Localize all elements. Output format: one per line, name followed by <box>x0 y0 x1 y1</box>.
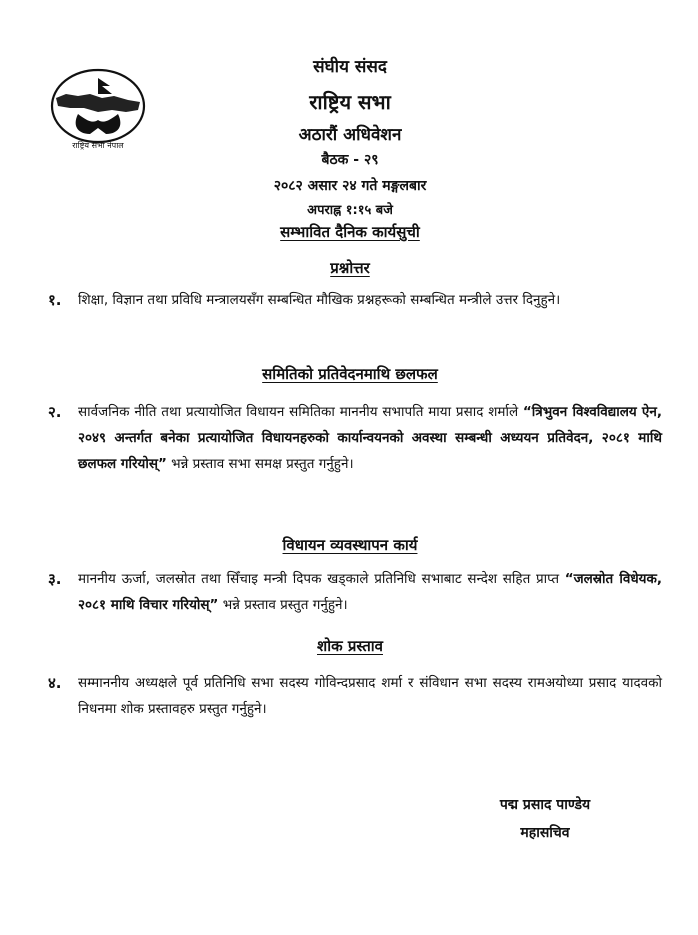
section-heading-legislation: विधायन व्यवस्थापन कार्य <box>282 536 418 554</box>
national-assembly-heading: राष्ट्रिय सभा <box>309 90 391 114</box>
emblem-caption: राष्ट्रिय सभा नेपाल <box>72 141 124 150</box>
item-text-proposal: “जलस्रोत विधेयक, २०८१ माथि विचार गरियोस्” <box>78 571 663 613</box>
item-text-proposal: “त्रिभुवन विश्वविद्यालय ऐन, २०४९ अन्तर्गत बनेका प्रत्यायोजित विधायनहरुको कार्यान्वयनको अवस्था सम्बन्धी अध्ययन प्रतिवेदन, २०८१ माथि छलफल गरियोस्” <box>78 404 662 472</box>
item-text: शिक्षा, विज्ञान तथा प्रविधि मन्त्रालयसँग सम्बन्धित मौखिक प्रश्नहरूको सम्बन्धित मन्त्रीले उत्तर दिनुहुने। <box>78 292 561 308</box>
signatory-title: महासचिव <box>520 825 570 841</box>
item-text: सम्माननीय अध्यक्षले पूर्व प्रतिनिधि सभा सदस्य गोविन्दप्रसाद शर्मा र संविधान सभा सदस्य रामअयोध्या प्रसाद यादवको निधनमा शोक प्रस्तावहरु प्रस्तुत गर्नुहुने। <box>78 675 662 717</box>
item-text <box>78 566 662 618</box>
item-text <box>78 399 662 477</box>
session-heading: अठारौं अधिवेशन <box>298 125 402 145</box>
item-text-tail: भन्ने प्रस्ताव सभा समक्ष प्रस्तुत गर्नुहुने। <box>166 456 354 472</box>
agenda-title: सम्भावित दैनिक कार्यसुची <box>280 223 420 241</box>
item-number: ३. <box>48 570 62 588</box>
agenda-item-1 <box>48 287 662 313</box>
meeting-date: २०८२ असार २४ गते मङ्गलबार <box>273 178 427 194</box>
item-text-tail: भन्ने प्रस्ताव प्रस्तुत गर्नुहुने। <box>218 597 348 613</box>
agenda-item-3 <box>48 566 662 618</box>
item-text-lead: माननीय ऊर्जा, जलस्रोत तथा सिँचाइ मन्त्री दिपक खड्काले प्रतिनिधि सभाबाट सन्देश सहित प्राप्त <box>78 571 565 587</box>
federal-parliament-heading: संघीय संसद <box>313 57 387 77</box>
meeting-number: बैठक - २९ <box>321 152 379 168</box>
meeting-time: अपराह्न १:१५ बजे <box>307 203 393 218</box>
agenda-item-2 <box>48 399 662 477</box>
section-heading-condolence: शोक प्रस्ताव <box>317 637 383 655</box>
section-heading-qa: प्रश्नोत्तर <box>330 259 370 277</box>
item-text-lead: सार्वजनिक नीति तथा प्रत्यायोजित विधायन समितिका माननीय सभापति माया प्रसाद शर्माले <box>78 404 523 420</box>
item-number: १. <box>48 291 62 309</box>
national-assembly-emblem <box>48 68 148 152</box>
item-number: २. <box>48 403 62 421</box>
item-number: ४. <box>48 674 62 692</box>
agenda-item-4 <box>48 670 662 722</box>
section-heading-committee: समितिको प्रतिवेदनमाथि छलफल <box>262 365 438 383</box>
signatory-name: पद्म प्रसाद पाण्डेय <box>499 797 591 813</box>
